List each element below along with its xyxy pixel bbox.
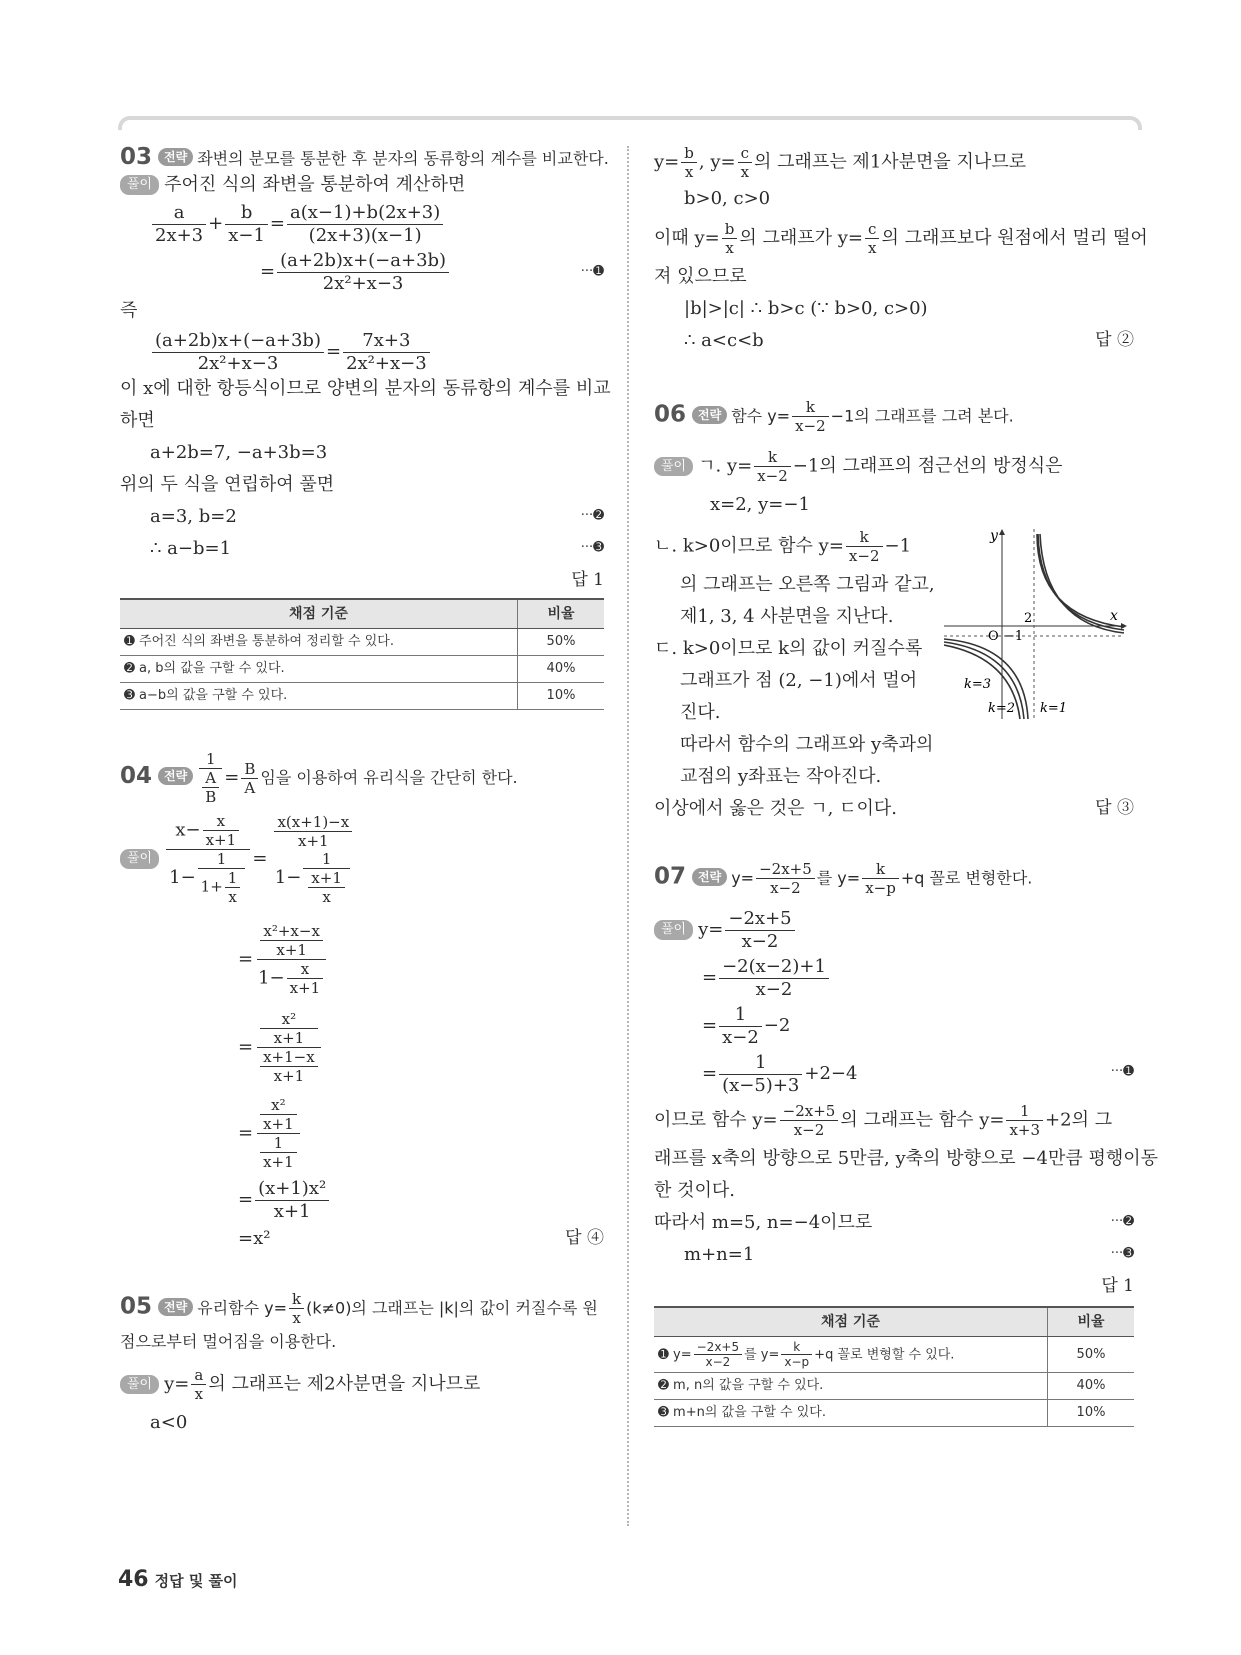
strategy-tag: 전략 [158,767,193,785]
answer-05: 답 ② [1095,330,1134,350]
solution-07-text3: 한 것이다. [654,1180,735,1201]
label-x: x [1110,608,1118,624]
solution-04-line2: = x²+x−x x+1 1− $\frac{x}{x+1}$ [238,922,330,997]
solution-07-text5: m+n=1 [684,1244,755,1265]
grading-table-03 [120,598,604,710]
column-divider [627,146,629,1526]
solution-07-line1: 풀이 y= $\frac{-2x+5}{x-2}$ [654,908,797,952]
grading-table-07 [654,1306,1134,1427]
label-k3: k=3 [964,677,992,692]
table-row: ➊ 주어진 식의 좌변을 통분하여 정리할 수 있다. 50% [120,629,604,656]
step-marker-1: ···➊ [580,264,604,279]
r05-line3: 이때 y= $\frac{b}{x}$ 의 그래프가 y= $\frac{c}{x}$ 의 그래프보다 원점에서 멀리 떨어 [654,220,1148,257]
text-line: 이 x에 대한 항등식이므로 양변의 분자의 동류항의 계수를 비교 [120,378,611,399]
r05-line4: 져 있으므로 [654,266,747,287]
solution-07-text1: 이므로 함수 y= $\frac{-2x+5}{x-2}$ 의 그래프는 함수 y= $\frac{1}{x+3}$ +2의 그 [654,1102,1113,1139]
solution-04-line5: = $\frac{\text{(x+1)x²}}{x+1}$ [238,1178,331,1222]
solution-07-line3: = $\frac{1}{x-2}$ −2 [702,1004,791,1048]
solution-tag: 풀이 [654,457,693,477]
solution-text: 주어진 식의 좌변을 통분하여 계산하면 [164,174,466,195]
equation-4: a=3, b=2 [150,506,237,527]
table-header-criteria: 채점 기준 [654,1307,1048,1337]
solution-06-line6: ㄷ. k>0이므로 k의 값이 커질수록 [654,638,923,659]
step-marker-3: ···➌ [580,540,604,555]
equation-3: a+2b=7, −a+3b=3 [150,442,328,463]
step-marker-3: ···➌ [1110,1246,1134,1261]
table-row: ➊ y= $\frac{-2x+5}{x-2}$ 를 y= $\frac{k}{x-p}$ +q 꼴로 변형할 수 있다. 50% [654,1337,1134,1373]
strategy-tag: 전략 [158,148,193,166]
label-k1: k=1 [1040,701,1068,716]
solution-tag: 풀이 [120,849,159,869]
problem-number: 03 [120,144,153,170]
solution-06-line11: 이상에서 옳은 것은 ㄱ, ㄷ이다. [654,798,897,819]
solution-06-line1: 풀이 ㄱ. y= $\frac{k}{x-2}$ −1의 그래프의 점근선의 방정식은 [654,448,1063,485]
solution-06-line5: 제1, 3, 4 사분면을 지난다. [680,606,894,627]
problem-04-header: 04 전략 $\frac{1}{\frac{A}{B}}$ = $\frac{B}{A}$ 임을 이용하여 유리식을 간단히 한다. [120,750,518,806]
solution-07-line4: = $\frac{1}{(x-5)+3}$ +2−4 [702,1052,858,1096]
answer-04: 답 ④ [565,1228,604,1248]
equation-1: $\frac{a}{2x+3}$ + $\frac{b}{x-1}$ = $\frac{a(x-1)+b(2x+3)}{(2x+3)(x-1)}$ [150,202,445,246]
strategy-tag: 전략 [692,406,727,424]
solution-07-text2: 래프를 x축의 방향으로 5만큼, y축의 방향으로 −4만큼 평행이동 [654,1148,1159,1169]
table-row: ➋ m, n의 값을 구할 수 있다. 40% [654,1373,1134,1400]
table-header-rate: 비율 [518,599,605,629]
problem-05-header: 05 전략 유리함수 y= $\frac{k}{x}$ (k≠0)의 그래프는 |k|의 값이 커질수록 원 [120,1290,598,1327]
top-border [118,116,1142,130]
table-header-rate: 비율 [1048,1307,1135,1337]
text-line: 위의 두 식을 연립하여 풀면 [120,474,335,495]
step-marker-1: ···➊ [1110,1064,1134,1079]
strategy-text: 임을 이용하여 유리식을 간단히 한다. [260,768,518,787]
r05-line2: b>0, c>0 [684,188,771,209]
equation-2: $\frac{(a+2b)x+(-a+3b)}{\text{2x²+x−3}}$ = $\frac{7x+3}{\text{2x²+x−3}}$ [150,330,432,374]
problem-number: 05 [120,1293,153,1320]
page-footer [118,1567,238,1592]
solution-04-line1: 풀이 x− $\frac{x}{x+1}$ 1− 1 1+ $\frac{1}{x}$ = x(x+1)−x x+1 1− $\frac{1}{\frac{x+1}{x}}$ [120,812,359,906]
hyperbola-graph [944,524,1134,724]
text-line: 하면 [120,410,155,431]
solution-05-line2: a<0 [150,1412,188,1433]
solution-04-line4: = x² x+1 1 x+1 [238,1096,304,1171]
r05-line5: |b|>|c| ∴ b>c (∵ b>0, c>0) [684,298,928,319]
solution-06-line10: 교점의 y좌표는 작아진다. [680,766,882,787]
strategy-tag: 전략 [692,868,727,886]
solution-06-line8: 진다. [680,702,721,723]
solution-05-line1: 풀이 y= $\frac{a}{x}$ 의 그래프는 제2사분면을 지나므로 [120,1366,480,1403]
solution-06-line4: 의 그래프는 오른쪽 그림과 같고, [680,574,935,595]
r05-line6: ∴ a<c<b [684,330,764,351]
label-y: y [990,528,998,544]
solution-tag: 풀이 [120,1375,159,1395]
label-two: 2 [1024,611,1033,626]
answer-06: 답 ③ [1095,798,1134,818]
solution-tag: 풀이 [120,175,159,195]
solution-intro [120,174,465,196]
problem-03-header [120,144,609,172]
table-row: ➌ m+n의 값을 구할 수 있다. 10% [654,1400,1134,1427]
text-ie: 즉 [120,300,138,321]
table-header-criteria: 채점 기준 [120,599,518,629]
solution-06-line7: 그래프가 점 (2, −1)에서 멀어 [680,670,918,691]
label-k2: k=2 [988,701,1016,716]
answer-07: 답 1 [1101,1276,1134,1296]
solution-tag: 풀이 [654,920,693,940]
strategy-text: 좌변의 분모를 통분한 후 분자의 동류항의 계수를 비교한다. [197,149,609,168]
step-marker-2: ···➋ [1110,1214,1134,1229]
label-minus-one: −1 [1004,629,1024,644]
problem-number: 04 [120,763,153,789]
r05-line1: y= $\frac{b}{x}$ , y= $\frac{c}{x}$ 의 그래프는 제1사분면을 지나므로 [654,144,1027,181]
equation-1b: = $\frac{(a+2b)x+(-a+3b)}{\text{2x²+x−3}}$ [260,250,451,294]
table-row: ➋ a, b의 값을 구할 수 있다. 40% [120,656,604,683]
solution-04-line3: = x² x+1 x+1−x x+1 [238,1010,325,1085]
problem-06-header: 06 전략 함수 y= $\frac{k}{x-2}$ −1의 그래프를 그려 본다. [654,398,1014,435]
label-origin: O [988,629,999,644]
solution-07-text4: 따라서 m=5, n=−4이므로 [654,1212,873,1233]
problem-07-header: 07 전략 y= $\frac{-2x+5}{x-2}$ 를 y= $\frac{k}{x-p}$ +q 꼴로 변형한다. [654,860,1033,897]
strategy-tag: 전략 [158,1298,193,1316]
strategy-text: 점으로부터 멀어짐을 이용한다. [120,1332,337,1351]
solution-06-line9: 따라서 함수의 그래프와 y축과의 [680,734,934,755]
solution-04-line6: =x² [238,1228,271,1249]
equation-5: ∴ a−b=1 [150,538,232,559]
problem-number: 07 [654,863,687,890]
problem-number: 06 [654,401,687,428]
solution-06-line3: ㄴ. k>0이므로 함수 y= $\frac{k}{x-2}$ −1 [654,528,912,565]
solution-07-line2: = $\frac{-2(x-2)+1}{x-2}$ [702,956,831,1000]
page-number: 46 [118,1567,149,1592]
step-marker-2: ···➋ [580,508,604,523]
footer-title: 정답 및 풀이 [154,1572,238,1590]
answer-03: 답 1 [571,570,604,590]
solution-06-line2: x=2, y=−1 [710,494,810,515]
table-row: ➌ a−b의 값을 구할 수 있다. 10% [120,683,604,710]
